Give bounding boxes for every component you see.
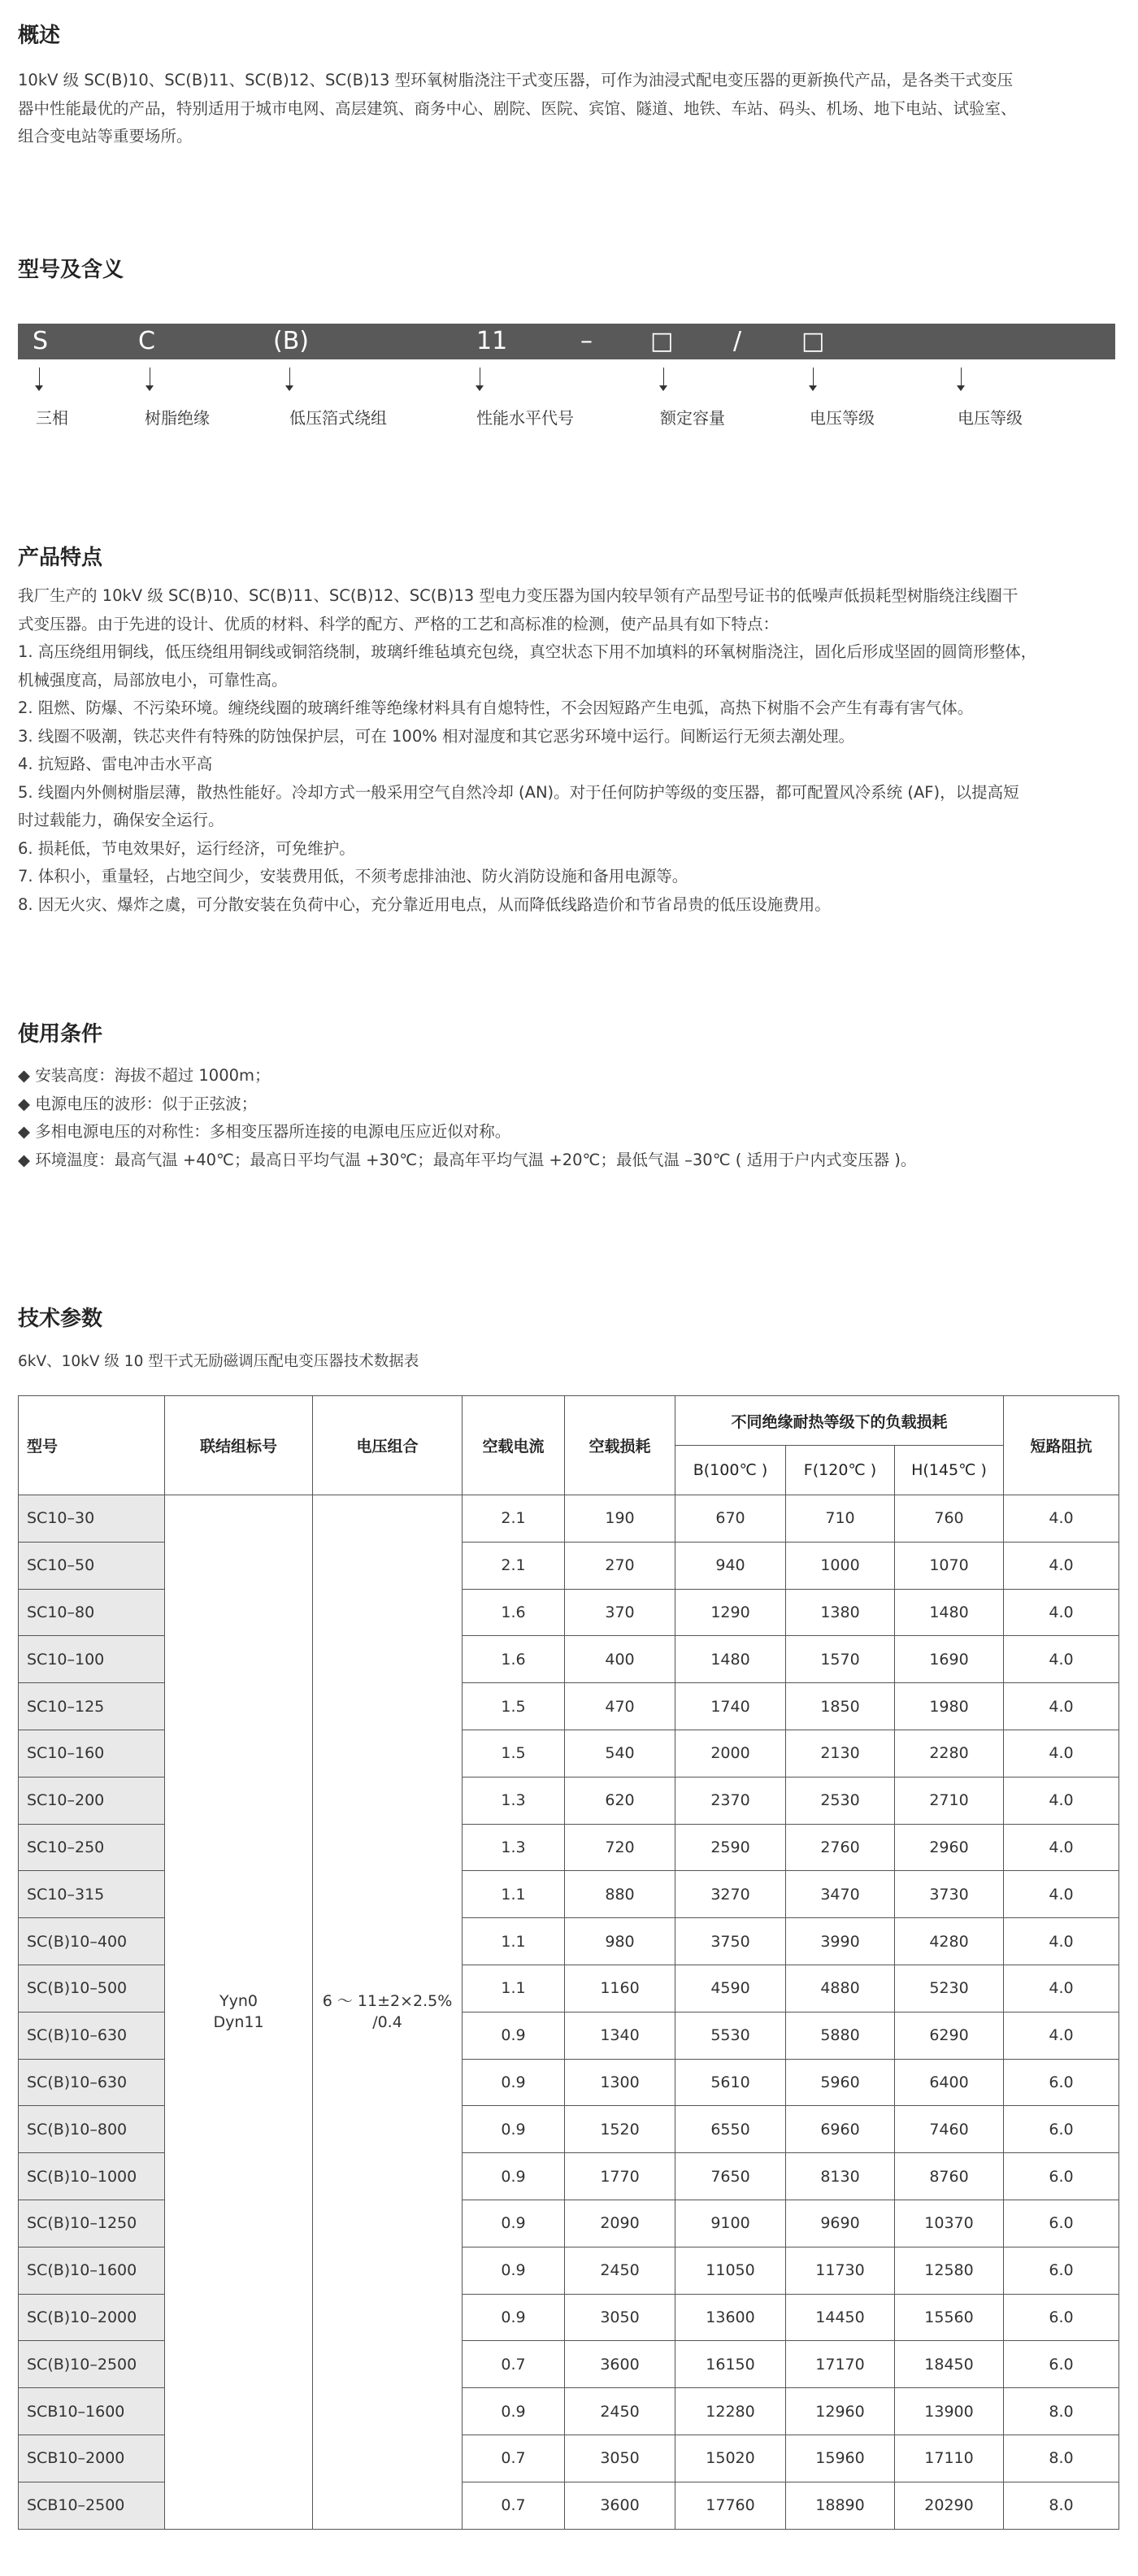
cell-noload-current: 0.9 bbox=[463, 2012, 565, 2059]
arrow-down-icon bbox=[35, 385, 43, 391]
header-noload-loss: 空载损耗 bbox=[565, 1396, 675, 1495]
arrow-down-icon bbox=[809, 385, 817, 391]
header-model: 型号 bbox=[19, 1396, 165, 1495]
cell-load-loss-f: 1570 bbox=[786, 1636, 895, 1683]
cell-noload-current: 0.9 bbox=[463, 2059, 565, 2106]
cell-load-loss-h: 2280 bbox=[895, 1730, 1004, 1777]
cell-load-loss-f: 14450 bbox=[786, 2294, 895, 2341]
model-code-bar bbox=[18, 324, 1115, 359]
cell-model: SC10–315 bbox=[19, 1871, 165, 1918]
cell-impedance: 4.0 bbox=[1004, 1589, 1119, 1636]
cell-impedance: 4.0 bbox=[1004, 1824, 1119, 1871]
overview-line: 组合变电站等重要场所。 bbox=[18, 127, 193, 146]
cell-model: SC(B)10–1600 bbox=[19, 2247, 165, 2294]
cell-model: SC(B)10–800 bbox=[19, 2106, 165, 2153]
arrow-line bbox=[289, 368, 290, 387]
label-three-phase: 三相 bbox=[36, 408, 68, 428]
cell-impedance: 4.0 bbox=[1004, 1683, 1119, 1730]
conditions-title: 使用条件 bbox=[18, 1022, 103, 1046]
cell-load-loss-b: 16150 bbox=[675, 2341, 786, 2388]
cell-impedance: 6.0 bbox=[1004, 2153, 1119, 2200]
cell-load-loss-h: 5230 bbox=[895, 1965, 1004, 2012]
cell-model: SC(B)10–630 bbox=[19, 2012, 165, 2059]
cell-model: SC(B)10–2000 bbox=[19, 2294, 165, 2341]
arrow-down-icon bbox=[146, 385, 154, 391]
cell-impedance: 4.0 bbox=[1004, 1918, 1119, 1965]
cell-load-loss-f: 8130 bbox=[786, 2153, 895, 2200]
cell-load-loss-b: 670 bbox=[675, 1495, 786, 1543]
cell-load-loss-b: 2370 bbox=[675, 1777, 786, 1824]
cell-load-loss-f: 2530 bbox=[786, 1777, 895, 1824]
features-line: 7. 体积小，重量轻，占地空间少，安装费用低，不须考虑排油池、防火消防设施和备用电源等。 bbox=[18, 867, 688, 886]
cell-noload-loss: 1520 bbox=[565, 2106, 675, 2153]
cell-load-loss-h: 1690 bbox=[895, 1636, 1004, 1683]
overview-line: 10kV 级 SC(B)10、SC(B)11、SC(B)12、SC(B)13 型环氧树脂浇注干式变压器，可作为油浸式配电变压器的更新换代产品，是各类干式变压 bbox=[18, 71, 1014, 89]
cell-noload-current: 1.6 bbox=[463, 1636, 565, 1683]
cell-noload-loss: 720 bbox=[565, 1824, 675, 1871]
cell-load-loss-b: 2590 bbox=[675, 1824, 786, 1871]
cell-load-loss-b: 3750 bbox=[675, 1918, 786, 1965]
spec-table-body bbox=[19, 1495, 1119, 2530]
cell-impedance: 4.0 bbox=[1004, 2012, 1119, 2059]
cell-load-loss-f: 5880 bbox=[786, 2012, 895, 2059]
label-performance-level: 性能水平代号 bbox=[476, 408, 574, 428]
cell-load-loss-b: 12280 bbox=[675, 2388, 786, 2435]
cell-load-loss-b: 7650 bbox=[675, 2153, 786, 2200]
cell-noload-current: 1.1 bbox=[463, 1918, 565, 1965]
cell-noload-current: 0.9 bbox=[463, 2247, 565, 2294]
features-line: 8. 因无火灾、爆炸之虞，可分散安装在负荷中心，充分靠近用电点，从而降低线路造价和节省昂贵的低压设施费用。 bbox=[18, 894, 831, 914]
overview-title: 概述 bbox=[18, 24, 61, 48]
cell-load-loss-h: 12580 bbox=[895, 2247, 1004, 2294]
code-char-b: (B) bbox=[273, 327, 309, 355]
spec-table-wrap bbox=[18, 1395, 1118, 2530]
features-line: 2. 阻燃、防爆、不污染环境。缠绕线圈的玻璃纤维等绝缘材料具有自熄特性，不会因短路产生电弧，高热下树脂不会产生有毒有害气体。 bbox=[18, 698, 974, 717]
cell-load-loss-f: 6960 bbox=[786, 2106, 895, 2153]
cell-model: SC10–160 bbox=[19, 1730, 165, 1777]
cell-model: SC10–250 bbox=[19, 1824, 165, 1871]
cell-load-loss-b: 5530 bbox=[675, 2012, 786, 2059]
cell-load-loss-f: 17170 bbox=[786, 2341, 895, 2388]
cell-noload-loss: 1340 bbox=[565, 2012, 675, 2059]
label-resin-insulation: 树脂绝缘 bbox=[145, 408, 210, 428]
cell-load-loss-f: 3470 bbox=[786, 1871, 895, 1918]
cell-noload-loss: 190 bbox=[565, 1495, 675, 1543]
connection-group-value: Dyn11 bbox=[213, 2013, 264, 2032]
cell-load-loss-f: 12960 bbox=[786, 2388, 895, 2435]
overview-text bbox=[18, 67, 1115, 151]
cell-load-loss-h: 2960 bbox=[895, 1824, 1004, 1871]
header-class-f: F(120℃ ) bbox=[786, 1446, 895, 1495]
cell-model: SC(B)10–500 bbox=[19, 1965, 165, 2012]
cell-model: SC(B)10–400 bbox=[19, 1918, 165, 1965]
header-noload-current: 空载电流 bbox=[463, 1396, 565, 1495]
cell-load-loss-f: 2760 bbox=[786, 1824, 895, 1871]
features-line: 机械强度高，局部放电小，可靠性高。 bbox=[18, 670, 288, 690]
code-char-capacity: □ bbox=[650, 327, 674, 355]
cell-load-loss-f: 1380 bbox=[786, 1589, 895, 1636]
cell-impedance: 6.0 bbox=[1004, 2200, 1119, 2247]
cell-impedance: 4.0 bbox=[1004, 1965, 1119, 2012]
header-connection-group: 联结组标号 bbox=[165, 1396, 313, 1495]
cell-noload-current: 0.7 bbox=[463, 2482, 565, 2529]
cell-impedance: 6.0 bbox=[1004, 2059, 1119, 2106]
cell-noload-loss: 1770 bbox=[565, 2153, 675, 2200]
cell-impedance: 4.0 bbox=[1004, 1871, 1119, 1918]
cell-noload-loss: 620 bbox=[565, 1777, 675, 1824]
tech-caption: 6kV、10kV 级 10 型干式无励磁调压配电变压器技术数据表 bbox=[18, 1353, 419, 1370]
cell-noload-loss: 2450 bbox=[565, 2247, 675, 2294]
cell-load-loss-h: 13900 bbox=[895, 2388, 1004, 2435]
cell-model: SC(B)10–1000 bbox=[19, 2153, 165, 2200]
cell-noload-current: 1.1 bbox=[463, 1965, 565, 2012]
header-class-h: H(145℃ ) bbox=[895, 1446, 1004, 1495]
cell-load-loss-b: 3270 bbox=[675, 1871, 786, 1918]
cell-noload-loss: 880 bbox=[565, 1871, 675, 1918]
cell-impedance: 4.0 bbox=[1004, 1542, 1119, 1589]
cell-load-loss-h: 1480 bbox=[895, 1589, 1004, 1636]
cell-load-loss-b: 11050 bbox=[675, 2247, 786, 2294]
cell-load-loss-b: 17760 bbox=[675, 2482, 786, 2529]
cell-load-loss-h: 6400 bbox=[895, 2059, 1004, 2106]
arrow-line bbox=[39, 368, 40, 387]
cell-load-loss-h: 15560 bbox=[895, 2294, 1004, 2341]
cell-load-loss-h: 20290 bbox=[895, 2482, 1004, 2529]
cell-model: SC10–80 bbox=[19, 1589, 165, 1636]
cell-noload-current: 0.7 bbox=[463, 2341, 565, 2388]
cell-model: SC10–30 bbox=[19, 1495, 165, 1543]
cell-noload-current: 1.5 bbox=[463, 1683, 565, 1730]
cell-model: SC(B)10–630 bbox=[19, 2059, 165, 2106]
header-impedance: 短路阻抗 bbox=[1004, 1396, 1119, 1495]
cell-noload-loss: 1160 bbox=[565, 1965, 675, 2012]
cell-model: SCB10–2000 bbox=[19, 2435, 165, 2482]
cell-load-loss-h: 10370 bbox=[895, 2200, 1004, 2247]
cell-load-loss-h: 2710 bbox=[895, 1777, 1004, 1824]
cell-noload-loss: 3050 bbox=[565, 2435, 675, 2482]
cell-impedance: 6.0 bbox=[1004, 2106, 1119, 2153]
cell-load-loss-b: 6550 bbox=[675, 2106, 786, 2153]
cell-noload-current: 2.1 bbox=[463, 1495, 565, 1543]
cell-noload-current: 1.5 bbox=[463, 1730, 565, 1777]
label-voltage-class: 电压等级 bbox=[810, 408, 875, 428]
cell-impedance: 8.0 bbox=[1004, 2388, 1119, 2435]
code-char-slash: / bbox=[733, 327, 742, 355]
cell-noload-current: 1.3 bbox=[463, 1777, 565, 1824]
cell-load-loss-b: 940 bbox=[675, 1542, 786, 1589]
cell-model: SC(B)10–2500 bbox=[19, 2341, 165, 2388]
voltage-value: 6 ～ 11±2×2.5% bbox=[322, 1992, 453, 2011]
arrow-down-icon bbox=[957, 385, 965, 391]
features-line: 时过载能力，确保安全运行。 bbox=[18, 811, 224, 829]
label-voltage-class-2: 电压等级 bbox=[958, 408, 1023, 428]
header-load-loss: 不同绝缘耐热等级下的负载损耗 bbox=[675, 1396, 1004, 1446]
cell-impedance: 6.0 bbox=[1004, 2247, 1119, 2294]
features-line: 我厂生产的 10kV 级 SC(B)10、SC(B)11、SC(B)12、SC(B)13 型电力变压器为国内较早领有产品型号证书的低噪声低损耗型树脂绕注线圈干 bbox=[18, 586, 1019, 605]
cell-noload-current: 0.9 bbox=[463, 2200, 565, 2247]
cell-noload-loss: 3050 bbox=[565, 2294, 675, 2341]
features-line: 6. 损耗低，节电效果好，运行经济，可免维护。 bbox=[18, 838, 355, 858]
cell-load-loss-b: 13600 bbox=[675, 2294, 786, 2341]
code-char-dash: – bbox=[580, 327, 593, 355]
cell-load-loss-b: 15020 bbox=[675, 2435, 786, 2482]
arrow-line bbox=[663, 368, 664, 387]
cell-model: SCB10–1600 bbox=[19, 2388, 165, 2435]
cell-load-loss-h: 17110 bbox=[895, 2435, 1004, 2482]
cell-impedance: 8.0 bbox=[1004, 2482, 1119, 2529]
cell-connection-group bbox=[165, 1495, 313, 2530]
cell-noload-loss: 3600 bbox=[565, 2482, 675, 2529]
cell-load-loss-h: 3730 bbox=[895, 1871, 1004, 1918]
condition-item: ◆ 环境温度：最高气温 +40℃；最高日平均气温 +30℃；最高年平均气温 +20℃；最低气温 –30℃ ( 适用于户内式变压器 )。 bbox=[18, 1150, 917, 1169]
cell-load-loss-f: 2130 bbox=[786, 1730, 895, 1777]
cell-noload-loss: 980 bbox=[565, 1918, 675, 1965]
cell-load-loss-b: 1740 bbox=[675, 1683, 786, 1730]
features-title: 产品特点 bbox=[18, 546, 103, 570]
cell-load-loss-f: 3990 bbox=[786, 1918, 895, 1965]
cell-noload-loss: 3600 bbox=[565, 2341, 675, 2388]
cell-model: SC10–125 bbox=[19, 1683, 165, 1730]
cell-noload-current: 1.6 bbox=[463, 1589, 565, 1636]
arrow-line bbox=[813, 368, 814, 387]
condition-item: ◆ 安装高度：海拔不超过 1000m； bbox=[18, 1066, 271, 1085]
cell-load-loss-h: 7460 bbox=[895, 2106, 1004, 2153]
cell-load-loss-f: 18890 bbox=[786, 2482, 895, 2529]
code-char-voltage: □ bbox=[801, 327, 825, 355]
arrow-line bbox=[961, 368, 962, 387]
cell-load-loss-h: 4280 bbox=[895, 1918, 1004, 1965]
cell-load-loss-f: 15960 bbox=[786, 2435, 895, 2482]
model-meaning-title: 型号及含义 bbox=[18, 258, 124, 282]
cell-load-loss-f: 9690 bbox=[786, 2200, 895, 2247]
arrow-down-icon bbox=[659, 385, 667, 391]
cell-impedance: 4.0 bbox=[1004, 1777, 1119, 1824]
condition-item: ◆ 电源电压的波形：似于正弦波； bbox=[18, 1094, 258, 1113]
cell-load-loss-h: 6290 bbox=[895, 2012, 1004, 2059]
cell-model: SCB10–2500 bbox=[19, 2482, 165, 2529]
code-char-level: 11 bbox=[476, 327, 508, 355]
cell-load-loss-h: 1980 bbox=[895, 1683, 1004, 1730]
cell-impedance: 6.0 bbox=[1004, 2341, 1119, 2388]
cell-noload-current: 1.1 bbox=[463, 1871, 565, 1918]
cell-noload-current: 2.1 bbox=[463, 1542, 565, 1589]
cell-noload-current: 0.9 bbox=[463, 2106, 565, 2153]
cell-model: SC(B)10–1250 bbox=[19, 2200, 165, 2247]
cell-load-loss-f: 5960 bbox=[786, 2059, 895, 2106]
cell-impedance: 4.0 bbox=[1004, 1730, 1119, 1777]
cell-load-loss-f: 4880 bbox=[786, 1965, 895, 2012]
header-class-b: B(100℃ ) bbox=[675, 1446, 786, 1495]
cell-noload-current: 0.7 bbox=[463, 2435, 565, 2482]
cell-load-loss-f: 710 bbox=[786, 1495, 895, 1543]
cell-impedance: 4.0 bbox=[1004, 1636, 1119, 1683]
voltage-value: /0.4 bbox=[372, 2013, 402, 2032]
cell-impedance: 8.0 bbox=[1004, 2435, 1119, 2482]
spec-table bbox=[18, 1395, 1119, 2530]
cell-load-loss-b: 1480 bbox=[675, 1636, 786, 1683]
label-foil-winding: 低压箔式绕组 bbox=[289, 408, 387, 428]
cell-noload-loss: 2450 bbox=[565, 2388, 675, 2435]
cell-load-loss-b: 4590 bbox=[675, 1965, 786, 2012]
conditions-list bbox=[18, 1062, 1115, 1174]
code-char-s: S bbox=[33, 327, 49, 355]
cell-model: SC10–200 bbox=[19, 1777, 165, 1824]
overview-line: 器中性能最优的产品，特别适用于城市电网、高层建筑、商务中心、剧院、医院、宾馆、隧道、地铁、车站、码头、机场、地下电站、试验室、 bbox=[18, 98, 1017, 118]
cell-load-loss-b: 2000 bbox=[675, 1730, 786, 1777]
arrow-down-icon bbox=[476, 385, 484, 391]
cell-load-loss-b: 5610 bbox=[675, 2059, 786, 2106]
cell-noload-loss: 270 bbox=[565, 1542, 675, 1589]
features-line: 5. 线圈内外侧树脂层薄，散热性能好。冷却方式一般采用空气自然冷却 (AN)。对于任何防护等级的变压器，都可配置风冷系统 (AF)，以提高短 bbox=[18, 782, 1019, 802]
connection-group-value: Yyn0 bbox=[219, 1992, 258, 2011]
cell-impedance: 4.0 bbox=[1004, 1495, 1119, 1543]
table-row bbox=[19, 1495, 1119, 1543]
cell-noload-loss: 470 bbox=[565, 1683, 675, 1730]
cell-voltage-combination bbox=[313, 1495, 463, 2530]
cell-load-loss-h: 760 bbox=[895, 1495, 1004, 1543]
cell-noload-loss: 370 bbox=[565, 1589, 675, 1636]
cell-load-loss-f: 1850 bbox=[786, 1683, 895, 1730]
cell-load-loss-h: 8760 bbox=[895, 2153, 1004, 2200]
features-line: 3. 线圈不吸潮，铁芯夹件有特殊的防蚀保护层，可在 100% 相对湿度和其它恶劣环境中运行。间断运行无须去潮处理。 bbox=[18, 726, 854, 746]
header-voltage-combination: 电压组合 bbox=[313, 1396, 463, 1495]
cell-model: SC10–50 bbox=[19, 1542, 165, 1589]
features-line: 式变压器。由于先进的设计、优质的材料、科学的配方、严格的工艺和高标准的检测，使产品具有如下特点： bbox=[18, 614, 780, 633]
features-line: 1. 高压绕组用铜线，低压绕组用铜线或铜箔绕制，玻璃纤维毡填充包绕，真空状态下用不加填料的环氧树脂浇注，固化后形成坚固的圆筒形整体， bbox=[18, 642, 1037, 661]
cell-impedance: 6.0 bbox=[1004, 2294, 1119, 2341]
condition-item: ◆ 多相电源电压的对称性：多相变压器所连接的电源电压应近似对称。 bbox=[18, 1122, 511, 1141]
label-rated-capacity: 额定容量 bbox=[660, 408, 725, 428]
cell-noload-current: 0.9 bbox=[463, 2153, 565, 2200]
cell-noload-loss: 1300 bbox=[565, 2059, 675, 2106]
cell-model: SC10–100 bbox=[19, 1636, 165, 1683]
arrow-down-icon bbox=[285, 385, 293, 391]
cell-noload-loss: 2090 bbox=[565, 2200, 675, 2247]
cell-load-loss-f: 11730 bbox=[786, 2247, 895, 2294]
cell-noload-current: 1.3 bbox=[463, 1824, 565, 1871]
cell-load-loss-b: 1290 bbox=[675, 1589, 786, 1636]
tech-title: 技术参数 bbox=[18, 1307, 103, 1331]
cell-load-loss-f: 1000 bbox=[786, 1542, 895, 1589]
cell-noload-current: 0.9 bbox=[463, 2294, 565, 2341]
cell-noload-current: 0.9 bbox=[463, 2388, 565, 2435]
cell-noload-loss: 400 bbox=[565, 1636, 675, 1683]
cell-noload-loss: 540 bbox=[565, 1730, 675, 1777]
cell-load-loss-b: 9100 bbox=[675, 2200, 786, 2247]
cell-load-loss-h: 18450 bbox=[895, 2341, 1004, 2388]
features-line: 4. 抗短路、雷电冲击水平高 bbox=[18, 755, 213, 773]
code-char-c: C bbox=[138, 327, 155, 355]
cell-load-loss-h: 1070 bbox=[895, 1542, 1004, 1589]
features-text bbox=[18, 582, 1115, 919]
